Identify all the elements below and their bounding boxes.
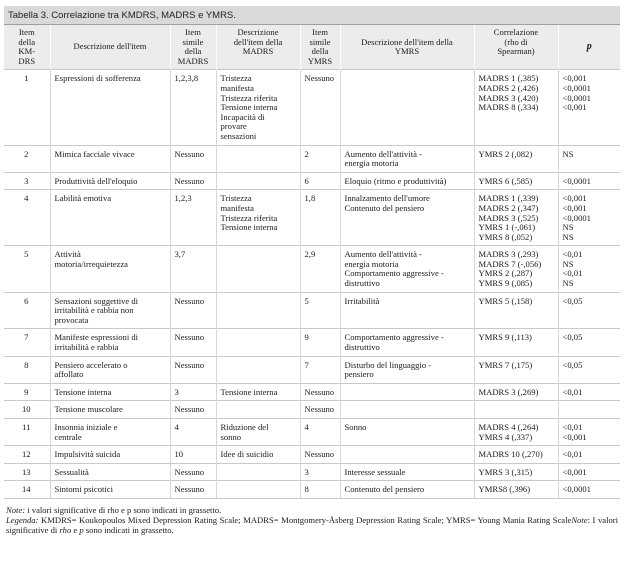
kmdrs-item-cell: 5: [4, 246, 50, 292]
note2-text-b: e: [71, 524, 80, 535]
madrs-item-cell: Nessuno: [170, 329, 216, 356]
ymrs-description-cell: [340, 401, 474, 419]
table-row: [4, 419, 620, 446]
item-description-cell: Manifeste espressioni di irritabilità e rabbia: [50, 329, 170, 356]
note2-rho: rho: [59, 524, 72, 535]
header-ymrs-item: Item simile della YMRS: [300, 25, 340, 70]
note2-label: Note: [571, 514, 588, 525]
note-label: Note:: [6, 504, 26, 515]
table-row: [4, 401, 620, 419]
legend-label: Legenda:: [6, 514, 39, 525]
ymrs-description-cell: [340, 383, 474, 401]
table-container: [4, 6, 620, 535]
madrs-description-cell: [216, 246, 300, 292]
correlation-table: [4, 25, 620, 499]
correlation-value-cell: YMRS 5 (,158): [474, 292, 558, 329]
p-value-cell: <0,001: [558, 463, 620, 481]
ymrs-item-cell: Nessuno: [300, 70, 340, 145]
header-kmdrs-item: Item della KM- DRS: [4, 25, 50, 70]
correlation-value-cell: YMRS 2 (,082): [474, 145, 558, 172]
correlation-value-cell: YMRS8 (,396): [474, 481, 558, 499]
p-value-cell: [558, 401, 620, 419]
p-value-cell: <0,01 NS <0,01 NS: [558, 246, 620, 292]
correlation-value-cell: MADRS 1 (,385) MADRS 2 (,426) MADRS 3 (,420) MADRS 8 (,334): [474, 70, 558, 145]
kmdrs-item-cell: 14: [4, 481, 50, 499]
legend-text: KMDRS= Koukopoulos Mixed Depression Rating Scale; MADRS= Montgomery-Åsberg Depression Rating Scale; YMRS= Young Mania Rating Scale: [38, 514, 572, 525]
madrs-item-cell: Nessuno: [170, 401, 216, 419]
correlation-value-cell: YMRS 6 (,585): [474, 172, 558, 190]
item-description-cell: Produttività dell'eloquio: [50, 172, 170, 190]
table-row: [4, 446, 620, 464]
kmdrs-item-cell: 13: [4, 463, 50, 481]
header-madrs-description: Descrizione dell'item della MADRS: [216, 25, 300, 70]
item-description-cell: Sensazioni soggettive di irritabilità e rabbia non provocata: [50, 292, 170, 329]
ymrs-description-cell: Aumento dell'attività - energia motoria: [340, 145, 474, 172]
kmdrs-item-cell: 6: [4, 292, 50, 329]
ymrs-description-cell: Sonno: [340, 419, 474, 446]
p-value-cell: <0,05: [558, 329, 620, 356]
p-value-cell: <0,001 <0,0001 <0,0001 <0,001: [558, 70, 620, 145]
ymrs-description-cell: Comportamento aggressive - distruttivo: [340, 329, 474, 356]
madrs-item-cell: 4: [170, 419, 216, 446]
note2-text-a: : I valori significative di: [6, 514, 618, 535]
table-body: [4, 70, 620, 499]
madrs-item-cell: Nessuno: [170, 292, 216, 329]
p-value-cell: <0,05: [558, 356, 620, 383]
correlation-value-cell: YMRS 3 (,315): [474, 463, 558, 481]
ymrs-description-cell: Interesse sessuale: [340, 463, 474, 481]
table-notes: [4, 505, 620, 535]
kmdrs-item-cell: 10: [4, 401, 50, 419]
madrs-item-cell: 3,7: [170, 246, 216, 292]
table-row: [4, 481, 620, 499]
madrs-item-cell: Nessuno: [170, 172, 216, 190]
note2-text-c: sono indicati in grassetto.: [83, 524, 174, 535]
note-text: i valori significative di rho e p sono indicati in grassetto.: [25, 504, 222, 515]
correlation-value-cell: YMRS 9 (,113): [474, 329, 558, 356]
table-row: [4, 70, 620, 145]
correlation-value-cell: MADRS 10 (,270): [474, 446, 558, 464]
kmdrs-item-cell: 7: [4, 329, 50, 356]
kmdrs-item-cell: 2: [4, 145, 50, 172]
p-value-cell: <0,0001: [558, 481, 620, 499]
kmdrs-item-cell: 8: [4, 356, 50, 383]
p-value-cell: <0,001 <0,001 <0,0001 NS NS: [558, 190, 620, 246]
item-description-cell: Sessualità: [50, 463, 170, 481]
header-madrs-item: Item simile della MADRS: [170, 25, 216, 70]
table-row: [4, 145, 620, 172]
note2-p: p: [79, 524, 84, 535]
note-line: [6, 505, 618, 515]
ymrs-description-cell: Eloquio (ritmo e produttività): [340, 172, 474, 190]
item-description-cell: Mimica facciale vivace: [50, 145, 170, 172]
item-description-cell: Espressioni di sofferenza: [50, 70, 170, 145]
p-value-cell: NS: [558, 145, 620, 172]
ymrs-description-cell: Disturbo del linguaggio - pensiero: [340, 356, 474, 383]
p-value-cell: <0,01 <0,001: [558, 419, 620, 446]
item-description-cell: Insonnia iniziale e centrale: [50, 419, 170, 446]
header-ymrs-description: Descrizione dell'item della YMRS: [340, 25, 474, 70]
header-correlation: Correlazione (rho di Spearman): [474, 25, 558, 70]
item-description-cell: Impulsività suicida: [50, 446, 170, 464]
madrs-item-cell: 10: [170, 446, 216, 464]
table-row: [4, 190, 620, 246]
item-description-cell: Tensione interna: [50, 383, 170, 401]
table-row: [4, 329, 620, 356]
madrs-description-cell: [216, 356, 300, 383]
ymrs-item-cell: 4: [300, 419, 340, 446]
madrs-description-cell: Tristezza manifesta Tristezza riferita Tensione interna: [216, 190, 300, 246]
table-row: [4, 246, 620, 292]
p-value-cell: <0,01: [558, 446, 620, 464]
madrs-description-cell: [216, 145, 300, 172]
madrs-description-cell: [216, 463, 300, 481]
correlation-value-cell: MADRS 3 (,293) MADRS 7 (-,056) YMRS 2 (,287) YMRS 9 (,085): [474, 246, 558, 292]
kmdrs-item-cell: 11: [4, 419, 50, 446]
ymrs-item-cell: 9: [300, 329, 340, 356]
madrs-item-cell: 1,2,3,8: [170, 70, 216, 145]
ymrs-description-cell: Contenuto del pensiero: [340, 481, 474, 499]
madrs-description-cell: [216, 329, 300, 356]
ymrs-description-cell: [340, 446, 474, 464]
item-description-cell: Sintomi psicotici: [50, 481, 170, 499]
ymrs-description-cell: Aumento dell'attività - energia motoria Comportamento aggressive - distruttivo: [340, 246, 474, 292]
ymrs-item-cell: 8: [300, 481, 340, 499]
ymrs-item-cell: Nessuno: [300, 383, 340, 401]
kmdrs-item-cell: 1: [4, 70, 50, 145]
madrs-item-cell: Nessuno: [170, 481, 216, 499]
legend-line: [6, 515, 618, 535]
item-description-cell: Attività motoria/irrequietezza: [50, 246, 170, 292]
ymrs-description-cell: [340, 70, 474, 145]
ymrs-description-cell: Innalzamento dell'umore Contenuto del pensiero: [340, 190, 474, 246]
table-row: [4, 172, 620, 190]
madrs-item-cell: 1,2,3: [170, 190, 216, 246]
ymrs-item-cell: 2: [300, 145, 340, 172]
madrs-description-cell: [216, 292, 300, 329]
ymrs-item-cell: 5: [300, 292, 340, 329]
p-value-cell: <0,01: [558, 383, 620, 401]
item-description-cell: Tensione muscolare: [50, 401, 170, 419]
correlation-value-cell: MADRS 3 (,269): [474, 383, 558, 401]
table-row: [4, 383, 620, 401]
table-row: [4, 292, 620, 329]
kmdrs-item-cell: 12: [4, 446, 50, 464]
correlation-value-cell: MADRS 1 (,339) MADRS 2 (,347) MADRS 3 (,525) YMRS 1 (-,061) YMRS 8 (,052): [474, 190, 558, 246]
ymrs-item-cell: Nessuno: [300, 401, 340, 419]
item-description-cell: Pensiero accelerato o affollato: [50, 356, 170, 383]
kmdrs-item-cell: 4: [4, 190, 50, 246]
madrs-description-cell: [216, 481, 300, 499]
p-value-cell: <0,0001: [558, 172, 620, 190]
header-p-value: p: [558, 25, 620, 70]
p-value-cell: <0,05: [558, 292, 620, 329]
madrs-description-cell: [216, 172, 300, 190]
correlation-value-cell: [474, 401, 558, 419]
correlation-value-cell: YMRS 7 (,175): [474, 356, 558, 383]
header-item-description: Descrizione dell'item: [50, 25, 170, 70]
correlation-value-cell: MADRS 4 (,264) YMRS 4 (,337): [474, 419, 558, 446]
madrs-description-cell: Tristezza manifesta Tristezza riferita Tensione interna Incapacità di provare sensazioni: [216, 70, 300, 145]
madrs-item-cell: 3: [170, 383, 216, 401]
madrs-item-cell: Nessuno: [170, 356, 216, 383]
ymrs-item-cell: 1,8: [300, 190, 340, 246]
ymrs-description-cell: Irritabilità: [340, 292, 474, 329]
table-header-row: [4, 25, 620, 70]
ymrs-item-cell: 2,9: [300, 246, 340, 292]
ymrs-item-cell: Nessuno: [300, 446, 340, 464]
table-row: [4, 463, 620, 481]
table-caption: Tabella 3. Correlazione tra KMDRS, MADRS e YMRS.: [4, 6, 620, 25]
ymrs-item-cell: 3: [300, 463, 340, 481]
madrs-description-cell: Idee di suicidio: [216, 446, 300, 464]
madrs-item-cell: Nessuno: [170, 145, 216, 172]
ymrs-item-cell: 7: [300, 356, 340, 383]
kmdrs-item-cell: 3: [4, 172, 50, 190]
table-row: [4, 356, 620, 383]
item-description-cell: Labilità emotiva: [50, 190, 170, 246]
madrs-description-cell: Tensione interna: [216, 383, 300, 401]
ymrs-item-cell: 6: [300, 172, 340, 190]
madrs-description-cell: Riduzione del sonno: [216, 419, 300, 446]
kmdrs-item-cell: 9: [4, 383, 50, 401]
madrs-description-cell: [216, 401, 300, 419]
madrs-item-cell: Nessuno: [170, 463, 216, 481]
